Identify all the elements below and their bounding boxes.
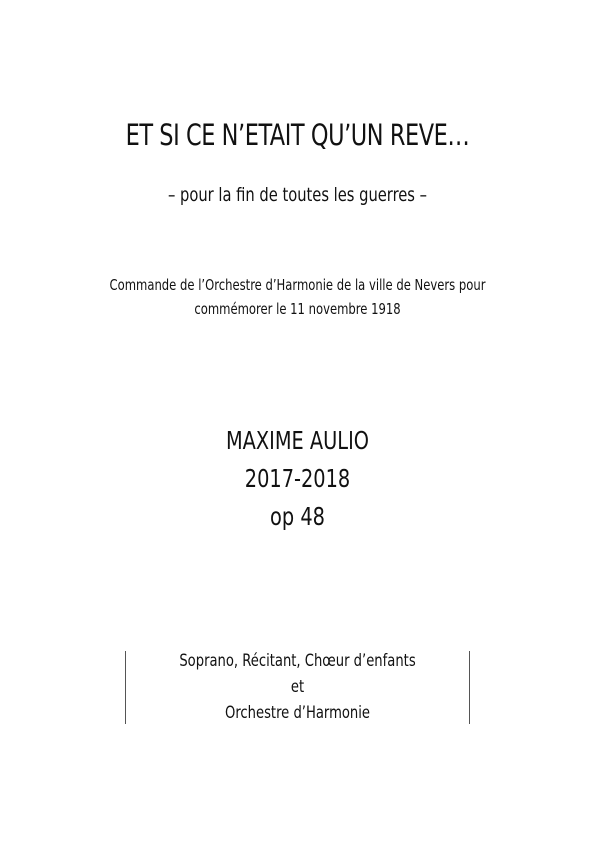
instrumentation-line-1: Soprano, Récitant, Chœur d’enfants (179, 651, 416, 671)
instrumentation-line-3: Orchestre d’Harmonie (224, 703, 371, 723)
commission-line-1: Commande de l’Orchestre d’Harmonie de la ville de Nevers pour (109, 276, 486, 294)
commission-line-2: commémorer le 11 novembre 1918 (194, 300, 401, 318)
work-subtitle: – pour la fin de toutes les guerres – (168, 184, 427, 206)
composer-name: MAXIME AULIO (225, 426, 370, 455)
opus-number: op 48 (270, 502, 325, 531)
instrumentation-line-2: et (290, 677, 305, 697)
work-title: ET SI CE N’ETAIT QU’UN REVE… (125, 118, 470, 152)
composition-years: 2017-2018 (244, 464, 351, 493)
